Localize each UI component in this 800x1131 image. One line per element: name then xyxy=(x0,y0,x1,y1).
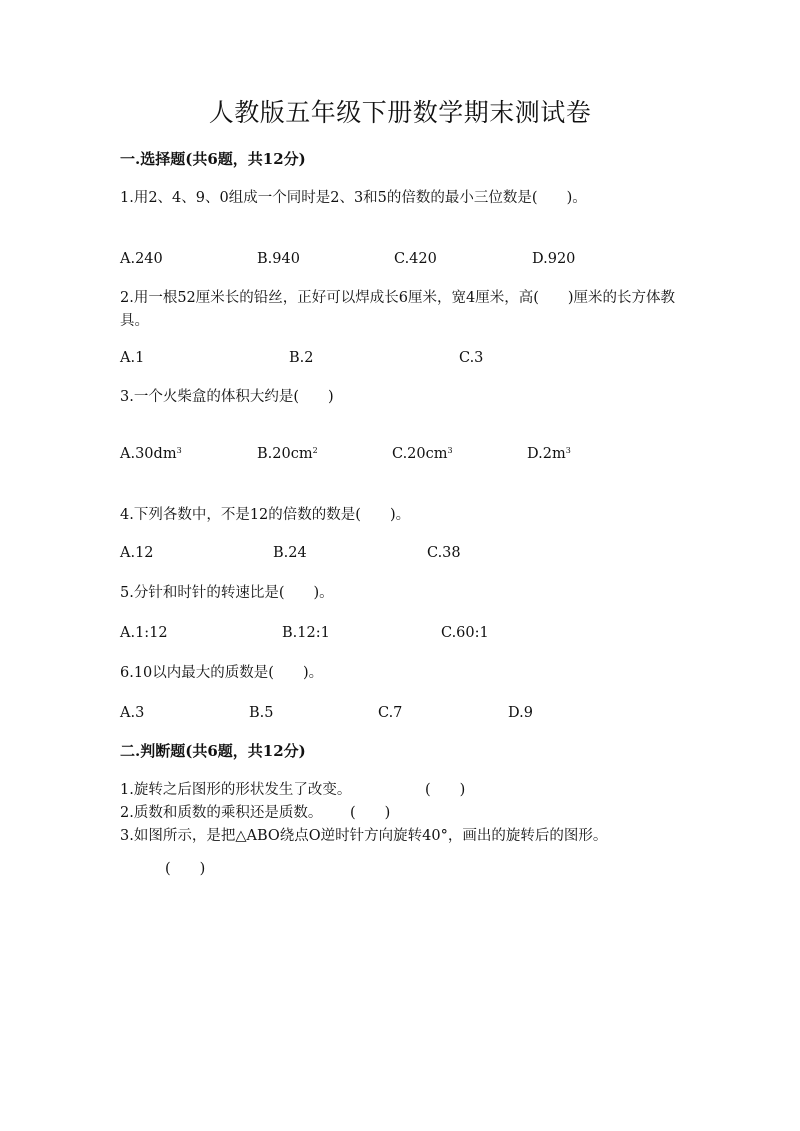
question-5-text: 5.分针和时针的转速比是( )。 xyxy=(120,585,334,601)
question-6-option-a: A.3 xyxy=(120,705,145,721)
question-5-option-a: A.1:12 xyxy=(120,625,168,641)
question-4-option-c: C.38 xyxy=(427,545,461,561)
question-6-text: 6.10以内最大的质数是( )。 xyxy=(120,665,324,681)
question-2-option-b: B.2 xyxy=(289,350,314,366)
question-3-text: 3.一个火柴盒的体积大约是( ) xyxy=(120,389,334,405)
question-2-text: 2.用一根52厘米长的铅丝，正好可以焊成长6厘米，宽4厘米，高( )厘米的长方体教具。 xyxy=(120,290,676,329)
question-1-option-a: A.240 xyxy=(120,251,163,267)
question-3-option-a xyxy=(120,443,182,465)
question-5-option-b: B.12:1 xyxy=(282,625,330,641)
question-3-option-d xyxy=(527,443,571,465)
judgement-2-text: 2.质数和质数的乘积还是质数。 xyxy=(120,805,323,821)
judgement-1-answer-blank: ( ) xyxy=(425,782,466,798)
question-3-option-b xyxy=(257,443,318,465)
question-4-text: 4.下列各数中，不是12的倍数的数是( )。 xyxy=(120,507,411,523)
question-3-option-d-base: D.2m xyxy=(527,446,566,462)
question-3-option-a-base: A.30dm xyxy=(120,446,177,462)
judgement-2-answer-blank: ( ) xyxy=(350,805,391,821)
question-3-option-d-exponent: 3 xyxy=(565,446,571,455)
question-3-option-b-exponent: 2 xyxy=(312,446,318,455)
question-3-option-a-exponent: 3 xyxy=(176,446,182,455)
question-3-option-b-base: B.20cm xyxy=(257,446,313,462)
section-heading-judgement: 二.判断题(共6题，共12分) xyxy=(120,742,306,760)
question-1-option-c: C.420 xyxy=(394,251,437,267)
question-1-text: 1.用2、4、9、0组成一个同时是2、3和5的倍数的最小三位数是( )。 xyxy=(120,190,587,206)
question-3-option-c-exponent: 3 xyxy=(447,446,453,455)
question-4-option-a: A.12 xyxy=(120,545,154,561)
question-4-option-b: B.24 xyxy=(273,545,307,561)
judgement-1-text: 1.旋转之后图形的形状发生了改变。 xyxy=(120,782,352,798)
question-3-option-c-base: C.20cm xyxy=(392,446,448,462)
judgement-3-answer-blank: ( ) xyxy=(165,861,206,877)
question-1-option-d: D.920 xyxy=(532,251,576,267)
exam-title: 人教版五年级下册数学期末测试卷 xyxy=(208,98,592,127)
question-6-option-d: D.9 xyxy=(508,705,533,721)
question-2-option-a: A.1 xyxy=(120,350,145,366)
question-6-option-b: B.5 xyxy=(249,705,274,721)
judgement-3-text: 3.如图所示，是把△ABO绕点O逆时针方向旋转40°，画出的旋转后的图形。 xyxy=(120,828,608,844)
question-5-option-c: C.60:1 xyxy=(441,625,489,641)
section-heading-choice: 一.选择题(共6题，共12分) xyxy=(120,150,306,168)
question-3-option-c xyxy=(392,443,453,465)
question-6-option-c: C.7 xyxy=(378,705,403,721)
question-2-option-c: C.3 xyxy=(459,350,484,366)
question-1-option-b: B.940 xyxy=(257,251,300,267)
